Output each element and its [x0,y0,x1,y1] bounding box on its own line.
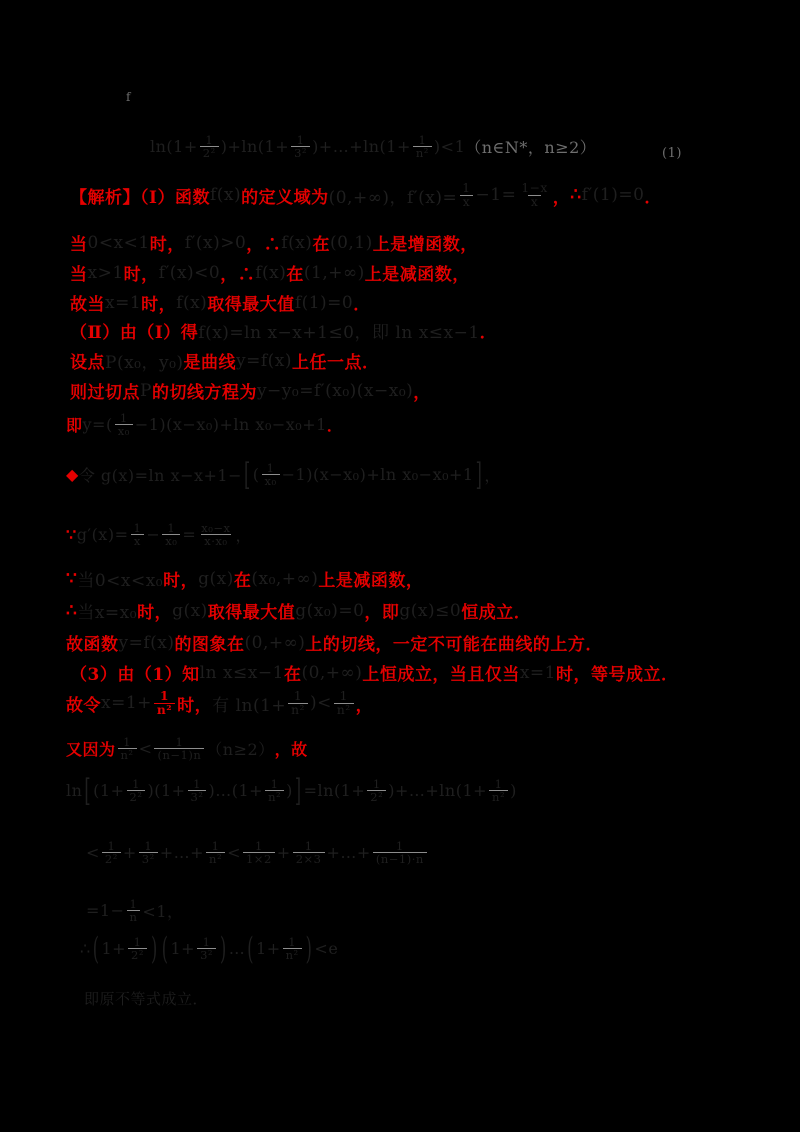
text-segment: ， [413,383,431,403]
text-segment: (x₀,+∞) [251,568,319,589]
text-segment: 当且仅当 [449,665,520,685]
fraction: $\frac{1}{(n-1)n}$ [154,736,204,761]
math-line [84,988,208,1009]
fraction: $\frac{1}{\text{x₀}}$ [162,522,180,547]
math-line [66,630,603,655]
text-segment: 当 [70,265,88,285]
fraction: $\frac{1}{x}$ [130,522,144,547]
math-line [70,378,431,403]
text-segment: x>1 [87,262,124,283]
math-line [66,598,531,623]
text-segment: 当x=x₀ [77,603,138,623]
text-segment: < [227,843,241,863]
text-segment: =1− [86,901,125,921]
text-segment: y−y₀=f′(x₀)(x−x₀) [256,380,414,401]
fraction: $\frac{1}{\text{n²}}$ [118,736,137,761]
text-segment: ． [479,323,498,343]
text-segment: =ln(1+ [303,781,366,801]
text-segment: ∴ [80,939,91,959]
math-line [126,90,131,104]
text-segment: 的切线方程为 [151,383,257,403]
text-segment: 上是减函数， [318,571,424,591]
text-segment: ] [475,456,483,493]
text-segment: ． [644,187,662,208]
text-segment: ( [247,930,255,967]
text-segment: 时， [163,571,199,591]
text-segment: 取得最大值 [207,295,295,315]
text-segment: f(x) [176,292,208,313]
text-segment: 在 [233,571,252,591]
text-segment: 上是增函数， [372,235,478,255]
text-segment: [ [244,456,251,493]
text-segment: 当0<x<x₀ [77,571,164,591]
fraction: $\frac{1}{(n-1)\cdot n}$ [373,840,427,865]
text-segment: −1)(x−x₀)+ln x₀−x₀+1 [281,465,474,485]
fraction: $\frac{1}{\text{n²}}$ [334,690,354,717]
text-segment: f′(1)=0 [581,185,645,206]
text-segment: 在 [286,265,304,285]
math-line [66,456,501,493]
text-segment: (0,+∞) [244,632,306,653]
text-segment: 令 g(x)=ln x−x+1− [78,466,243,486]
text-segment: 上是减函数， [364,265,470,285]
math-line [70,182,662,209]
text-segment: ，即 [364,603,400,623]
text-segment: 上任一点． [292,353,380,373]
text-segment: ， [573,665,591,685]
text-segment: ∴ [66,600,78,621]
text-segment: ． [585,635,603,655]
text-segment: <e [314,939,339,959]
fraction: $\frac{1}{\text{n²}}$ [288,690,308,717]
math-line [86,898,184,923]
text-segment: P [140,380,152,401]
text-segment: 时， [149,235,185,255]
text-segment: ◆ [66,465,79,485]
text-segment: < [138,739,153,759]
text-segment: 上方 [550,635,586,655]
text-segment: 上恒成立， [362,665,450,685]
text-segment: 【解析】（Ⅰ） [70,187,175,208]
text-segment: [ [84,772,92,809]
math-line [66,772,517,809]
text-segment: g′(x)= [76,525,129,545]
text-segment: 时， [123,265,159,285]
fraction: $\frac{1}{\text{3²}}$ [188,778,207,803]
fraction: $\frac{1}{\text{2²}}$ [128,936,147,961]
text-segment: ，∴ [220,265,256,285]
fraction: $\frac{1}{\text{2²}}$ [102,840,121,865]
text-segment: 又因为 [66,740,116,760]
text-segment: 等号成立． [591,665,679,685]
text-segment: ∴ [570,185,582,206]
text-segment: y=f(x) [118,632,175,653]
text-segment: f [126,90,131,104]
text-segment: f(x)=ln x−x+1≤0，即 ln x≤x−1 [198,323,480,343]
text-segment: 恒成立． [461,603,532,623]
text-segment: 的图象在 [174,635,245,655]
text-segment: 是曲线 [183,353,237,373]
text-segment: 切点 [105,383,140,403]
fraction: $\frac{1}{\text{n²}}$ [265,778,284,803]
text-segment: 1+ [170,939,196,959]
math-line [70,260,470,285]
text-segment: ) [220,930,227,967]
text-segment: y=( [82,415,113,435]
text-segment: 函数 [174,187,210,208]
text-segment: x=1 [519,662,556,683]
math-line [150,134,596,159]
text-segment: 即原不等式成立． [84,990,209,1008]
text-segment: ∵ [66,568,78,589]
text-segment: < [86,843,100,863]
text-segment: （Ⅱ）由（Ⅰ）得 [70,323,199,343]
text-segment: 在 [283,665,302,685]
text-segment: ) [510,781,517,801]
text-segment: 时， [177,695,213,716]
text-segment: ， [552,187,571,208]
text-segment: ∵ [66,525,77,545]
text-segment: = [182,525,197,545]
text-segment: )+ln(1+ [220,137,290,157]
text-segment: (0,1) [329,232,373,253]
fraction: $\frac{1}{\text{n²}}$ [154,690,175,717]
fraction: $\frac{\text{x₀−x}}{\text{x·x₀}}$ [201,521,231,549]
math-line [66,690,373,717]
text-segment: +…+ [159,843,205,863]
text-segment: 故当 [70,295,105,315]
math-line [80,930,339,967]
text-segment: y=f(x) [236,350,293,371]
text-segment: ) [286,781,293,801]
math-line [66,522,252,547]
text-segment: 1+ [256,939,281,959]
text-segment: )(1+ [147,781,186,801]
text-segment: 1+ [101,939,127,959]
fraction: $\frac{1}{\text{n²}}$ [413,134,432,159]
fraction: $\frac{1}{\text{2²}}$ [200,134,219,159]
text-segment: )…(1+ [208,781,264,801]
text-segment: 则过 [70,383,105,403]
text-segment: （n≥2） [206,740,275,760]
text-segment: ( [92,930,100,967]
fraction: $\frac{1}{\text{x₀}}$ [115,412,133,437]
math-line [662,146,682,161]
text-segment: x=1 [105,292,142,313]
text-segment: <1， [142,902,184,922]
math-line [66,412,343,437]
fraction: $\frac{1}{\text{n²}}$ [489,778,508,803]
fraction: $\frac{1}{\text{3²}}$ [139,840,158,865]
text-segment: 在 [312,235,330,255]
text-segment: ln x≤x−1 [199,662,284,683]
math-line [70,318,497,343]
text-segment: 0<x<1 [87,232,150,253]
text-segment: f′(x)<0 [158,262,221,283]
text-segment: ，故 [274,740,308,760]
text-segment: 取得最大值 [207,603,296,623]
text-segment: 时， [137,603,173,623]
text-segment: g(x₀)=0 [295,600,365,621]
text-segment: ln(1+ [150,137,198,157]
math-line [86,840,429,865]
fraction: $\frac{1}{\text{2²}}$ [367,778,386,803]
text-segment: g(x) [198,568,234,589]
fraction: $\frac{1}{\text{3²}}$ [291,134,310,159]
text-segment: )+…+ln(1+ [312,137,411,157]
fraction: $\frac{1}{\text{n²}}$ [283,936,302,961]
text-segment: 时， [141,295,177,315]
fraction: $\frac{1}{\text{2²}}$ [127,778,146,803]
fraction: $\frac{1}{\text{x₀}}$ [262,462,280,487]
text-segment: ，∴ [246,235,282,255]
text-segment: （n∈N*，n≥2） [465,138,597,158]
text-segment: f(x) [255,262,287,283]
text-segment: − [146,525,161,545]
text-segment: f(x) [281,232,313,253]
text-segment: ， [355,695,374,716]
fraction: $\frac{1}{2\times 3}$ [293,840,325,865]
text-segment: −1)(x−x₀)+ln x₀−x₀+1 [134,415,327,435]
text-segment: 故函数 [66,635,119,655]
text-segment: ． [353,295,371,315]
text-segment: 故令 [66,695,101,716]
text-segment: ) [305,930,313,967]
text-segment: ( [252,465,260,485]
text-segment: x=1+ [101,693,152,714]
text-segment: ln [66,781,83,801]
text-segment: (0,+∞) [301,662,363,683]
text-segment: 时 [556,665,574,685]
text-segment: ( [161,930,169,967]
text-segment: （3）由（1）知 [70,665,200,685]
math-line [70,348,380,373]
fraction: $\frac{1}{x}$ [459,182,473,209]
text-segment: (1,+∞) [303,262,365,283]
text-segment: (0,+∞)，f′(x)= [328,187,458,208]
text-segment: g(x) [172,600,208,621]
text-segment: ) [150,930,158,967]
text-segment: ， [484,466,501,486]
text-segment: … [228,939,246,959]
text-segment: −1= [475,185,517,206]
fraction: $\frac{1-x}{x}$ [521,181,548,209]
math-line [70,660,679,685]
text-segment: 上的切线，一定不可能在曲线的 [305,635,551,655]
fraction: $\frac{1}{1\times 2}$ [243,840,275,865]
text-segment: )< [309,693,332,714]
text-segment: + [276,843,291,863]
text-segment: f′(x)>0 [184,232,247,253]
text-segment: ， [235,526,253,546]
text-segment: (1+ [93,781,125,801]
math-line [70,230,478,255]
math-line [70,290,371,315]
text-segment: ] [294,772,302,809]
text-segment: ． [326,416,344,436]
text-segment: f(x) [209,185,242,206]
text-segment: + [122,843,137,863]
fraction: $\frac{1}{\text{n²}}$ [206,840,225,865]
text-segment: P(x₀，y₀) [105,353,184,373]
fraction: $\frac{1}{n}$ [127,898,141,923]
text-segment: 当 [70,235,88,255]
math-line [66,736,308,761]
text-segment: f(1)=0 [294,292,354,313]
text-segment: 即 [66,416,83,436]
text-segment: )<1 [433,137,466,157]
text-segment: 的定义域为 [241,187,329,208]
text-segment: g(x)≤0 [399,600,462,621]
text-segment: +…+ [326,843,371,863]
text-segment: )+…+ln(1+ [388,781,488,801]
text-segment: 设点 [70,353,105,373]
text-segment: 有 ln(1+ [212,695,287,716]
text-segment: (1) [662,146,682,161]
math-line [66,566,423,591]
fraction: $\frac{1}{\text{3²}}$ [197,936,216,961]
